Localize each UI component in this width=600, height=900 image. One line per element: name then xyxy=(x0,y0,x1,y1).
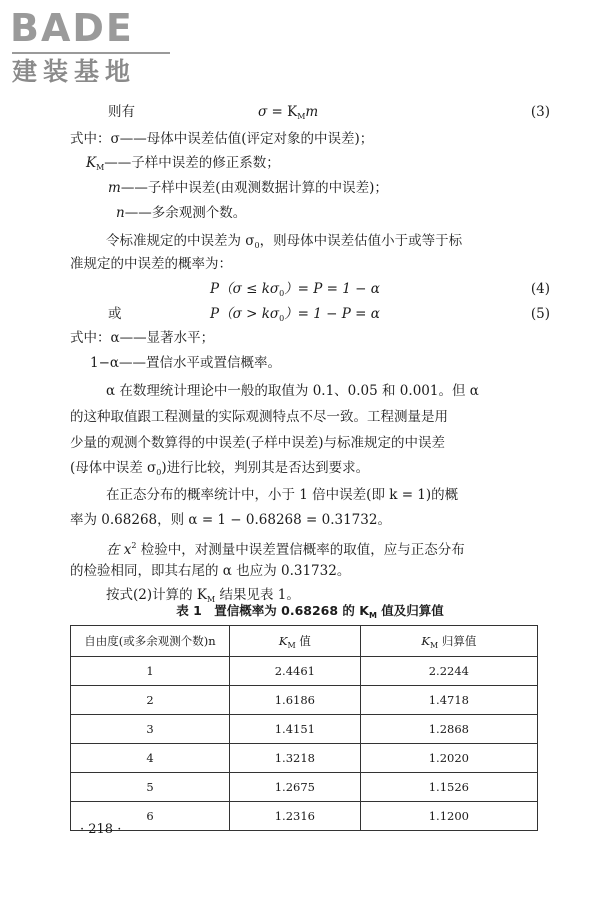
paragraph-line: 率为 0.68268，则 α = 1 − 0.68268 = 0.31732。 xyxy=(70,512,391,528)
paragraph-line: 在正态分布的概率统计中，小于 1 倍中误差(即 k = 1)的概 xyxy=(106,487,459,503)
table-row xyxy=(71,686,538,715)
equation-number: (4) xyxy=(530,281,550,297)
table-cell: 1.6186 xyxy=(230,686,361,715)
table-cell: 1.2020 xyxy=(360,744,537,773)
equation-number: (5) xyxy=(530,306,550,322)
paragraph-line: α 在数理统计理论中一般的取值为 0.1、0.05 和 0.001。但 α xyxy=(106,383,479,399)
equation-5 xyxy=(70,302,550,326)
definition-confidence: 1−α——置信水平或置信概率。 xyxy=(90,355,282,371)
definition-alpha: 式中：α——显著水平； xyxy=(70,330,215,346)
paragraph-line: 的检验相同，即其右尾的 α 也应为 0.31732。 xyxy=(70,563,351,579)
equation-lead: 或 xyxy=(108,306,122,322)
paragraph-line: 按式(2)计算的 $K_M$ 结果见表 1。 xyxy=(106,587,300,604)
paragraph-line: 在 $x^2$ 检验中，对测量中误差置信概率的取值，应与正态分布 xyxy=(106,541,465,558)
equation-body: $P(\sigma \le k\sigma_0)= P = 1 - \alpha$ xyxy=(210,281,380,298)
table-cell: 1.4151 xyxy=(230,715,361,744)
equation-4 xyxy=(70,277,550,301)
equation-3 xyxy=(70,100,550,124)
definition-sigma: 式中：σ——母体中误差估值(评定对象的中误差)； xyxy=(70,131,374,147)
page-number: · 218 · xyxy=(80,822,122,837)
logo-subtitle: 建装基地 xyxy=(12,57,137,86)
table-cell: 1 xyxy=(71,657,230,686)
table-cell: 5 xyxy=(71,773,230,802)
table-cell: 6 xyxy=(71,802,230,831)
table-cell: 1.2675 xyxy=(230,773,361,802)
table-cell: 4 xyxy=(71,744,230,773)
header-degrees-of-freedom: 自由度(或多余观测个数)n xyxy=(71,626,230,657)
paragraph-line: 准规定的中误差的概率为： xyxy=(70,256,232,272)
km-table xyxy=(70,625,538,831)
equation-body: $P(\sigma > k\sigma_0)= 1 - P = \alpha$ xyxy=(210,306,380,323)
table-cell: 1.1526 xyxy=(360,773,537,802)
equation-number: (3) xyxy=(530,104,550,120)
table-row xyxy=(71,715,538,744)
logo-divider xyxy=(12,52,170,54)
table-cell: 2.2244 xyxy=(360,657,537,686)
definition-n: n——多余观测个数。 xyxy=(116,205,247,221)
table-cell: 1.3218 xyxy=(230,744,361,773)
table-cell: 1.1200 xyxy=(360,802,537,831)
table-cell: 1.2316 xyxy=(230,802,361,831)
logo-wordmark: BADE xyxy=(10,6,134,50)
table-row xyxy=(71,773,538,802)
table-cell: 3 xyxy=(71,715,230,744)
equation-body: $\sigma = K_Mm$ xyxy=(258,104,319,121)
table-cell: 2 xyxy=(71,686,230,715)
header-km-normalized: $K_M$ 归算值 xyxy=(360,626,537,657)
table-row xyxy=(71,657,538,686)
table-row xyxy=(71,802,538,831)
paragraph-line: 少量的观测个数算得的中误差(子样中误差)与标准规定的中误差 xyxy=(70,435,446,451)
paragraph-line: (母体中误差 $\sigma_0$)进行比较，判别其是否达到要求。 xyxy=(70,460,370,477)
equation-lead: 则有 xyxy=(108,104,135,120)
definition-km: $K_M——$子样中误差的修正系数； xyxy=(86,155,280,172)
table-caption: 表 1 置信概率为 0.68268 的 $K_M$ 值及归算值 xyxy=(176,603,444,620)
table-row xyxy=(71,744,538,773)
brand-logo xyxy=(10,6,180,87)
paragraph-line: 令标准规定的中误差为 $\sigma_0$，则母体中误差估值小于或等于标 xyxy=(106,233,463,250)
table-cell: 2.4461 xyxy=(230,657,361,686)
table-header-row xyxy=(71,626,538,657)
header-km-value: $K_M$ 值 xyxy=(230,626,361,657)
definition-m: m——子样中误差(由观测数据计算的中误差)； xyxy=(108,180,388,196)
table-cell: 1.4718 xyxy=(360,686,537,715)
table-cell: 1.2868 xyxy=(360,715,537,744)
paragraph-line: 的这种取值跟工程测量的实际观测特点不尽一致。工程测量是用 xyxy=(70,409,448,425)
